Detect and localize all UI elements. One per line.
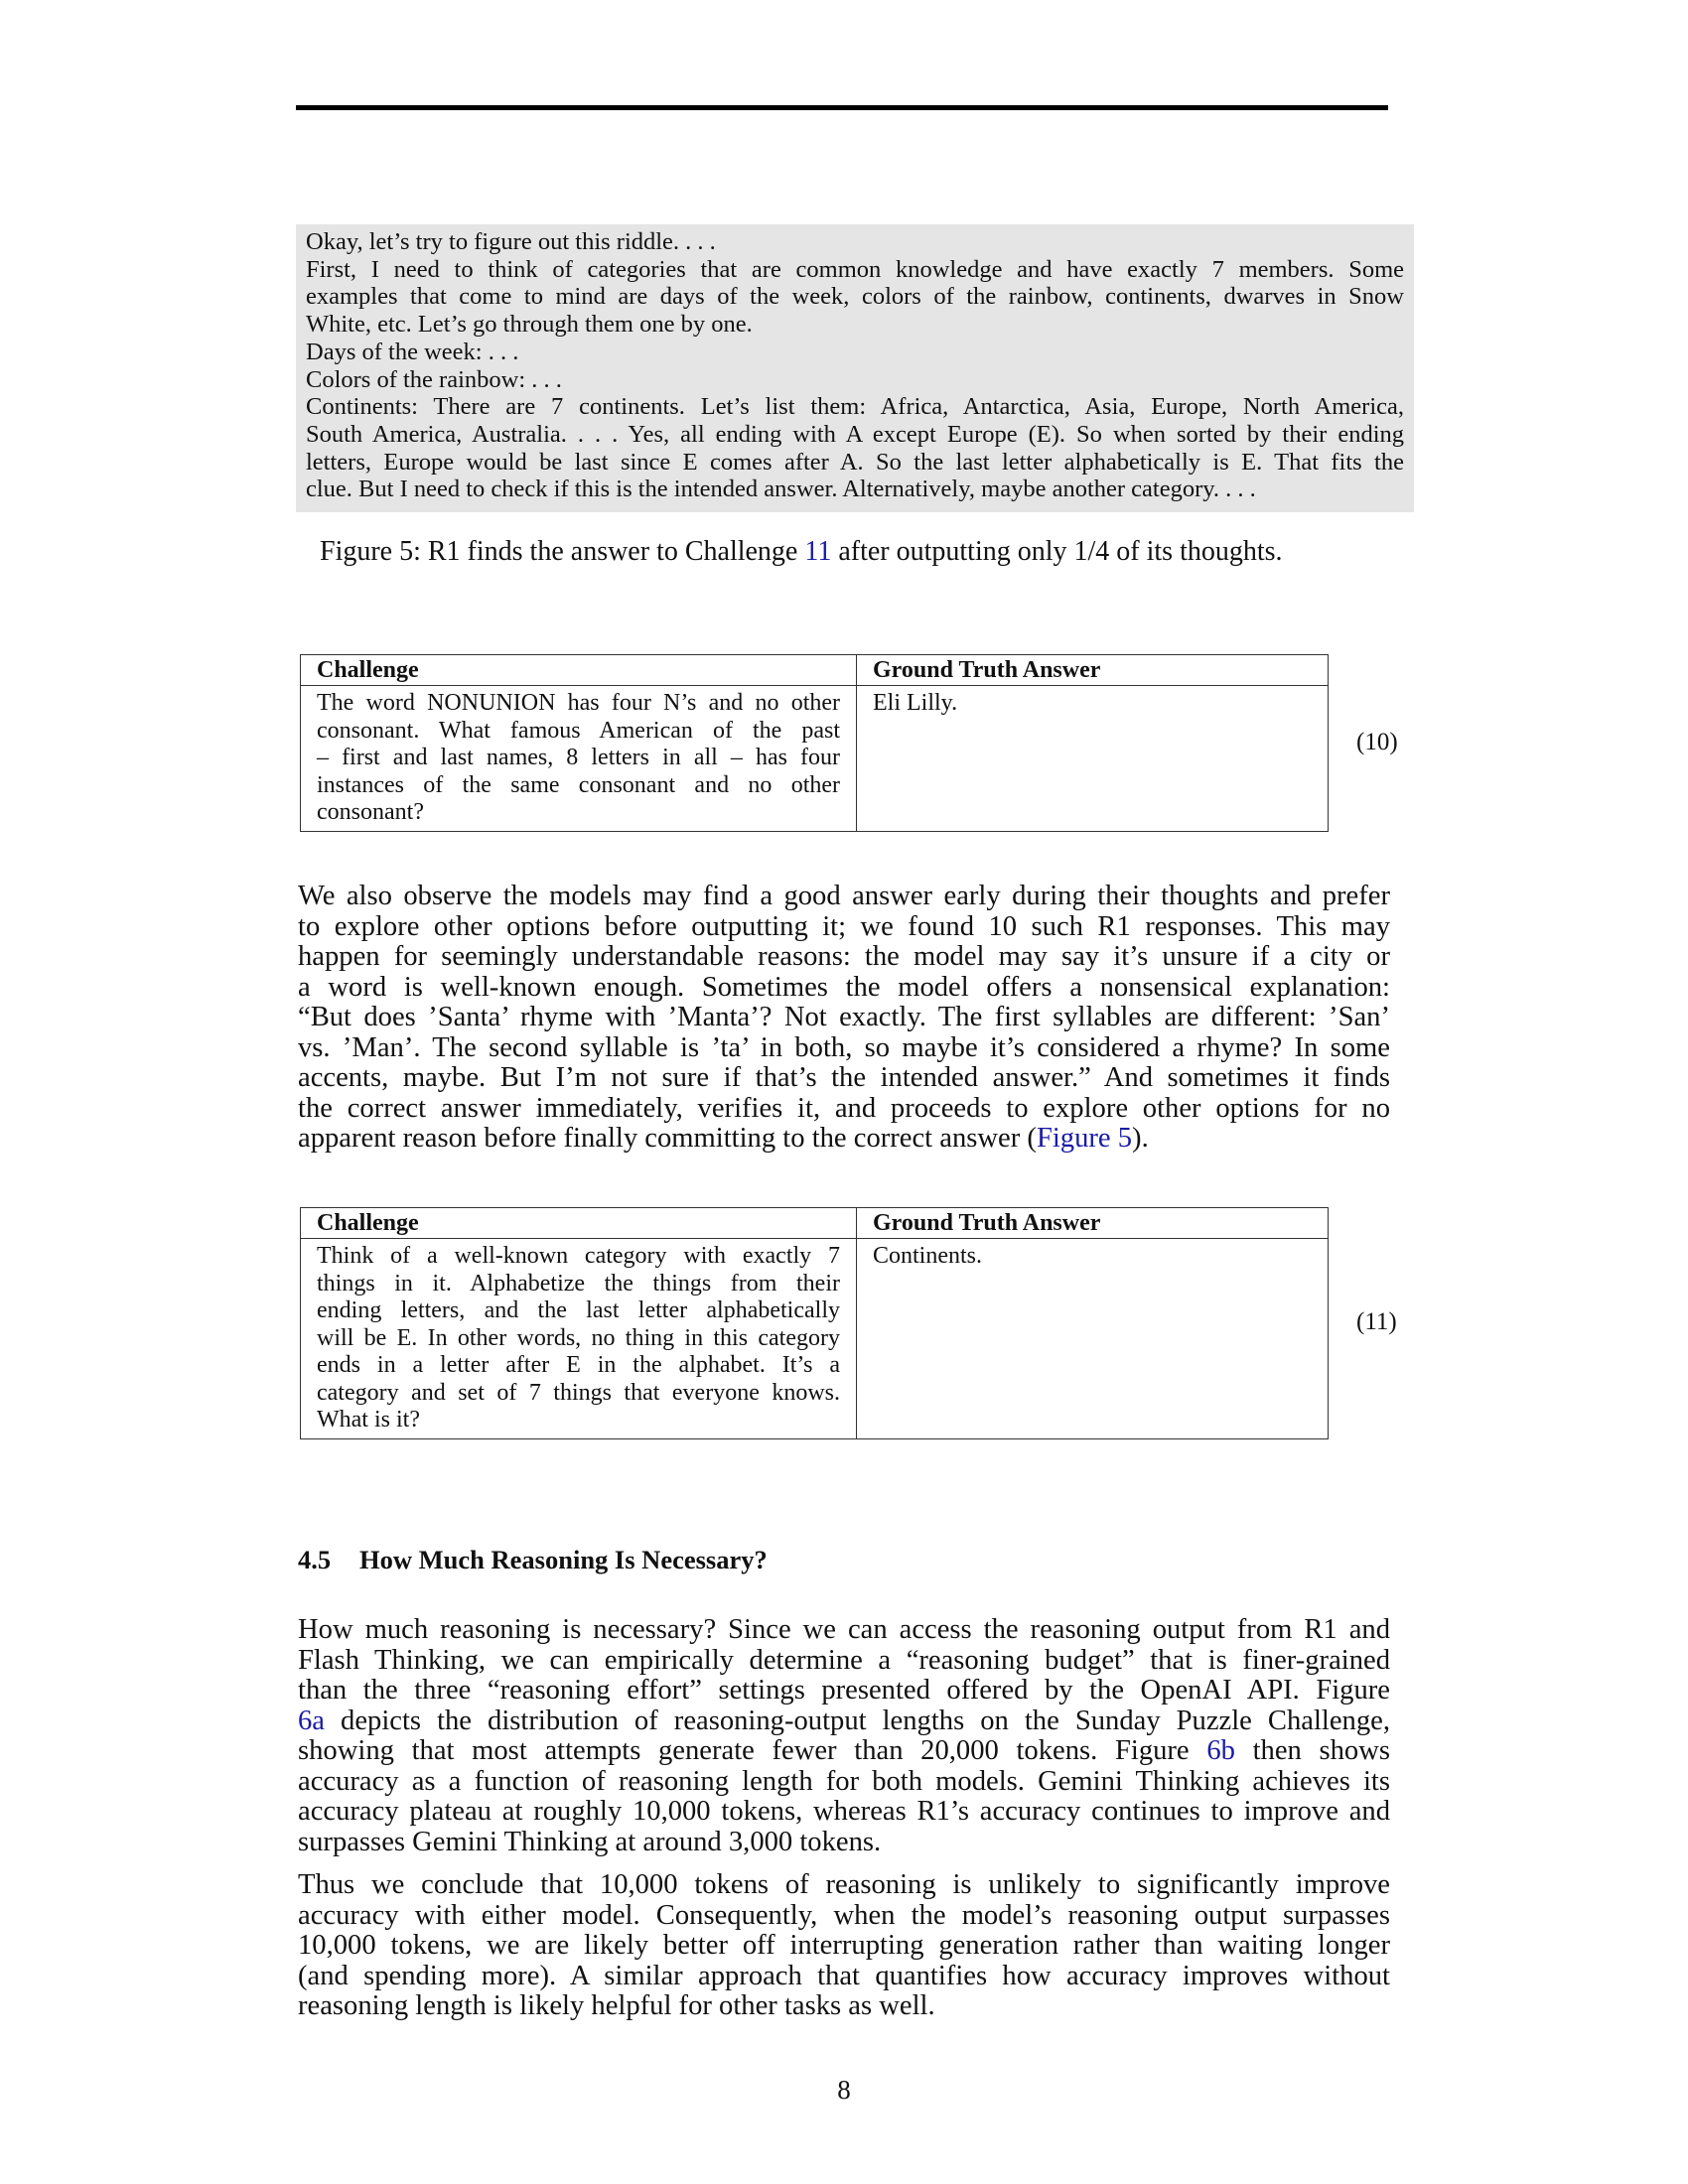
header-rule bbox=[296, 105, 1388, 110]
thought-line: South America, Australia. . . . Yes, all ending with A except Europe (E). So when sorted by their ending bbox=[306, 420, 1404, 448]
table-header-row bbox=[301, 655, 1329, 686]
thought-line: Colors of the rainbow: . . . bbox=[306, 365, 562, 393]
challenge-10-number: (10) bbox=[1356, 729, 1398, 755]
paragraph-line: Thus we conclude that 10,000 tokens of reasoning is unlikely to significantly improve bbox=[298, 1869, 1390, 1900]
thought-line: Days of the week: . . . bbox=[306, 338, 519, 365]
question-line: consonant? bbox=[317, 799, 424, 825]
thought-line: First, I need to think of categories that are common knowledge and have exactly 7 members. Some bbox=[306, 255, 1404, 283]
question-line: ends in a letter after E in the alphabet. It’s a bbox=[317, 1352, 840, 1378]
paragraph-line bbox=[298, 1706, 1390, 1737]
paragraph-line: “But does ’Santa’ rhyme with ’Manta’? Not exactly. The first syllables are different: ’San’ bbox=[298, 1002, 1390, 1032]
question-line: consonant. What famous American of the past bbox=[317, 717, 840, 744]
model-thought-excerpt bbox=[296, 224, 1414, 512]
section-number: 4.5 bbox=[298, 1545, 332, 1574]
page-number: 8 bbox=[837, 2075, 851, 2105]
thought-line: examples that come to mind are days of the week, colors of the rainbow, continents, dwarves in Snow bbox=[306, 283, 1404, 311]
caption-text: after outputting only 1/4 of its thoughts. bbox=[831, 536, 1283, 567]
paragraph-line: accuracy with either model. Consequently, when the model’s reasoning output surpasses bbox=[298, 1899, 1390, 1931]
challenge-10-table bbox=[300, 654, 1329, 832]
section-heading bbox=[298, 1545, 768, 1575]
question-line: What is it? bbox=[317, 1407, 420, 1433]
caption-text: Figure 5: R1 finds the answer to Challenge bbox=[320, 536, 805, 567]
paragraph-text: showing that most attempts generate fewer than 20,000 tokens. Figure bbox=[298, 1735, 1207, 1766]
question-line: will be E. In other words, no thing in this category bbox=[317, 1324, 840, 1351]
ground-truth-answer: Eli Lilly. bbox=[857, 686, 1329, 832]
thought-line: Continents: There are 7 continents. Let’s list them: Africa, Antarctica, Asia, Europe, North America, bbox=[306, 393, 1404, 421]
thought-line: White, etc. Let’s go through them one by one. bbox=[306, 311, 753, 339]
paragraph-line: reasoning length is likely helpful for other tasks as well. bbox=[298, 1990, 935, 2021]
figure-5-caption bbox=[320, 536, 1283, 568]
paragraph-line: to explore other options before outputting it; we found 10 such R1 responses. This may bbox=[298, 910, 1390, 942]
paragraph-line: Flash Thinking, we can empirically determine a “reasoning budget” that is finer-grained bbox=[298, 1644, 1390, 1676]
paragraph-line bbox=[298, 1736, 1390, 1767]
paragraph-line: the correct answer immediately, verifies it, and proceeds to explore other options for no bbox=[298, 1092, 1390, 1124]
figure-5-link[interactable]: Figure 5 bbox=[1036, 1123, 1133, 1154]
figure-6a-link[interactable]: 6a bbox=[298, 1705, 325, 1736]
paragraph-line: (and spending more). A similar approach that quantifies how accuracy improves without bbox=[298, 1960, 1390, 1991]
challenge-header: Challenge bbox=[301, 1208, 857, 1239]
paragraph-reasoning-budget bbox=[298, 1615, 1390, 1857]
paragraph-line: vs. ’Man’. The second syllable is ’ta’ in both, so maybe it’s considered a rhyme? In some bbox=[298, 1031, 1390, 1063]
answer-header: Ground Truth Answer bbox=[857, 655, 1329, 686]
table-row bbox=[301, 1239, 1329, 1439]
paragraph-text: apparent reason before finally committing to the correct answer ( bbox=[298, 1123, 1037, 1154]
paragraph-line: How much reasoning is necessary? Since we can access the reasoning output from R1 and bbox=[298, 1614, 1390, 1645]
question-line: category and set of 7 things that everyone knows. bbox=[317, 1379, 840, 1406]
paragraph-line bbox=[298, 1124, 1390, 1155]
answer-header: Ground Truth Answer bbox=[857, 1208, 1329, 1239]
paragraph-text: depicts the distribution of reasoning-output lengths on the Sunday Puzzle Challenge, bbox=[325, 1705, 1390, 1736]
paragraph-line: surpasses Gemini Thinking at around 3,000 tokens. bbox=[298, 1826, 882, 1857]
paragraph-text: then shows bbox=[1234, 1735, 1390, 1766]
paragraph-conclusion bbox=[298, 1870, 1390, 2022]
paragraph-line: accuracy as a function of reasoning length for both models. Gemini Thinking achieves its bbox=[298, 1765, 1390, 1797]
question-line: – first and last names, 8 letters in all – has four bbox=[317, 745, 840, 770]
challenge-11-table bbox=[300, 1207, 1329, 1439]
question-line: ending letters, and the last letter alphabetically bbox=[317, 1297, 840, 1323]
section-title: How Much Reasoning Is Necessary? bbox=[359, 1545, 768, 1574]
thought-line: letters, Europe would be last since E comes after A. So the last letter alphabetically is E. That fits the bbox=[306, 448, 1404, 476]
figure-6b-link[interactable]: 6b bbox=[1206, 1735, 1235, 1766]
paragraph-line: accuracy plateau at roughly 10,000 tokens, whereas R1’s accuracy continues to improve and bbox=[298, 1796, 1390, 1827]
challenge-question bbox=[301, 1239, 857, 1439]
thought-line: Okay, let’s try to figure out this riddle. . . . bbox=[306, 228, 716, 255]
question-line: Think of a well-known category with exactly 7 bbox=[317, 1243, 840, 1269]
thought-line: clue. But I need to check if this is the intended answer. Alternatively, maybe another category. . . . bbox=[306, 476, 1256, 503]
paragraph-line: 10,000 tokens, we are likely better off interrupting generation rather than waiting longer bbox=[298, 1930, 1390, 1961]
table-row bbox=[301, 686, 1329, 832]
paragraph-line: We also observe the models may find a good answer early during their thoughts and prefer bbox=[298, 881, 1390, 911]
challenge-11-number: (11) bbox=[1356, 1308, 1397, 1335]
challenge-11-link[interactable]: 11 bbox=[804, 536, 832, 567]
paragraph-line: happen for seemingly understandable reasons: the model may say it’s unsure if a city or bbox=[298, 941, 1390, 972]
ground-truth-answer: Continents. bbox=[857, 1239, 1329, 1439]
paragraph-line: accents, maybe. But I’m not sure if that’s the intended answer.” And sometimes it finds bbox=[298, 1062, 1390, 1093]
paragraph-early-answer bbox=[298, 882, 1390, 1155]
question-line: things in it. Alphabetize the things from their bbox=[317, 1270, 840, 1297]
paragraph-line: a word is well-known enough. Sometimes the model offers a nonsensical explanation: bbox=[298, 971, 1390, 1003]
question-line: instances of the same consonant and no other bbox=[317, 771, 840, 798]
challenge-header: Challenge bbox=[301, 655, 857, 686]
challenge-question bbox=[301, 686, 857, 832]
table-header-row bbox=[301, 1208, 1329, 1239]
paragraph-text: ). bbox=[1132, 1123, 1149, 1154]
question-line: The word NONUNION has four N’s and no other bbox=[317, 690, 840, 716]
paragraph-line: than the three “reasoning effort” settings presented offered by the OpenAI API. Figure bbox=[298, 1675, 1390, 1706]
